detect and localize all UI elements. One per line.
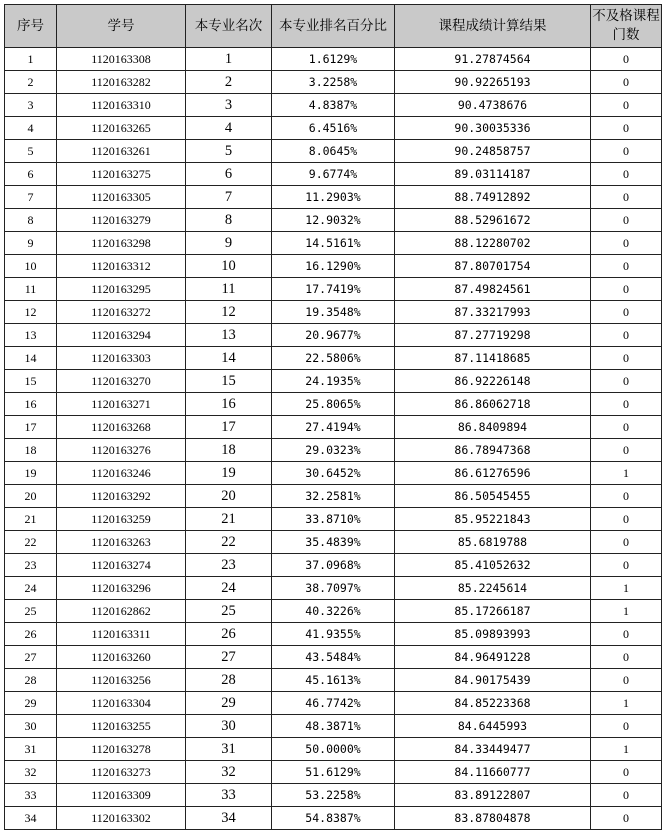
table-row bbox=[5, 140, 662, 163]
cell-rank-percent: 20.9677% bbox=[272, 324, 395, 347]
cell-failed-count: 1 bbox=[591, 577, 662, 600]
cell-failed-count: 0 bbox=[591, 140, 662, 163]
cell-failed-count: 0 bbox=[591, 669, 662, 692]
cell-seq: 32 bbox=[5, 761, 57, 784]
cell-seq: 7 bbox=[5, 186, 57, 209]
table-row bbox=[5, 600, 662, 623]
cell-failed-count: 0 bbox=[591, 531, 662, 554]
header-course-score: 课程成绩计算结果 bbox=[395, 5, 591, 48]
cell-failed-count: 1 bbox=[591, 738, 662, 761]
table-row bbox=[5, 715, 662, 738]
cell-failed-count: 0 bbox=[591, 324, 662, 347]
cell-student-id: 1120163246 bbox=[57, 462, 186, 485]
table-row bbox=[5, 255, 662, 278]
cell-major-rank: 26 bbox=[186, 623, 272, 646]
cell-student-id: 1120163268 bbox=[57, 416, 186, 439]
cell-course-score: 86.50545455 bbox=[395, 485, 591, 508]
cell-major-rank: 29 bbox=[186, 692, 272, 715]
cell-failed-count: 1 bbox=[591, 600, 662, 623]
cell-rank-percent: 53.2258% bbox=[272, 784, 395, 807]
cell-seq: 18 bbox=[5, 439, 57, 462]
cell-failed-count: 0 bbox=[591, 347, 662, 370]
ranking-table bbox=[4, 4, 662, 830]
cell-student-id: 1120163305 bbox=[57, 186, 186, 209]
cell-course-score: 90.30035336 bbox=[395, 117, 591, 140]
cell-student-id: 1120163275 bbox=[57, 163, 186, 186]
cell-rank-percent: 16.1290% bbox=[272, 255, 395, 278]
cell-rank-percent: 27.4194% bbox=[272, 416, 395, 439]
cell-seq: 17 bbox=[5, 416, 57, 439]
header-seq: 序号 bbox=[5, 5, 57, 48]
cell-failed-count: 0 bbox=[591, 117, 662, 140]
cell-major-rank: 10 bbox=[186, 255, 272, 278]
cell-course-score: 86.86062718 bbox=[395, 393, 591, 416]
cell-major-rank: 5 bbox=[186, 140, 272, 163]
cell-rank-percent: 1.6129% bbox=[272, 48, 395, 71]
cell-failed-count: 0 bbox=[591, 761, 662, 784]
table-row bbox=[5, 278, 662, 301]
cell-rank-percent: 6.4516% bbox=[272, 117, 395, 140]
cell-course-score: 86.8409894 bbox=[395, 416, 591, 439]
table-row bbox=[5, 439, 662, 462]
cell-student-id: 1120163294 bbox=[57, 324, 186, 347]
table-body bbox=[5, 48, 662, 830]
cell-major-rank: 16 bbox=[186, 393, 272, 416]
cell-seq: 27 bbox=[5, 646, 57, 669]
cell-course-score: 84.33449477 bbox=[395, 738, 591, 761]
table-row bbox=[5, 485, 662, 508]
cell-seq: 26 bbox=[5, 623, 57, 646]
cell-course-score: 87.27719298 bbox=[395, 324, 591, 347]
cell-failed-count: 0 bbox=[591, 508, 662, 531]
cell-seq: 30 bbox=[5, 715, 57, 738]
cell-student-id: 1120163298 bbox=[57, 232, 186, 255]
cell-failed-count: 0 bbox=[591, 301, 662, 324]
cell-failed-count: 0 bbox=[591, 784, 662, 807]
cell-student-id: 1120163292 bbox=[57, 485, 186, 508]
header-failed-count: 不及格课程门数 bbox=[591, 5, 662, 48]
cell-student-id: 1120163303 bbox=[57, 347, 186, 370]
cell-student-id: 1120163265 bbox=[57, 117, 186, 140]
cell-major-rank: 8 bbox=[186, 209, 272, 232]
cell-failed-count: 0 bbox=[591, 439, 662, 462]
cell-course-score: 86.92226148 bbox=[395, 370, 591, 393]
cell-rank-percent: 41.9355% bbox=[272, 623, 395, 646]
table-row bbox=[5, 324, 662, 347]
cell-rank-percent: 30.6452% bbox=[272, 462, 395, 485]
cell-student-id: 1120163261 bbox=[57, 140, 186, 163]
header-student-id: 学号 bbox=[57, 5, 186, 48]
cell-failed-count: 0 bbox=[591, 623, 662, 646]
cell-course-score: 88.74912892 bbox=[395, 186, 591, 209]
cell-seq: 6 bbox=[5, 163, 57, 186]
cell-seq: 20 bbox=[5, 485, 57, 508]
cell-rank-percent: 22.5806% bbox=[272, 347, 395, 370]
cell-rank-percent: 45.1613% bbox=[272, 669, 395, 692]
cell-seq: 10 bbox=[5, 255, 57, 278]
cell-student-id: 1120163259 bbox=[57, 508, 186, 531]
cell-course-score: 87.80701754 bbox=[395, 255, 591, 278]
table-row bbox=[5, 531, 662, 554]
cell-failed-count: 0 bbox=[591, 48, 662, 71]
cell-rank-percent: 9.6774% bbox=[272, 163, 395, 186]
cell-major-rank: 19 bbox=[186, 462, 272, 485]
header-row bbox=[5, 5, 662, 48]
cell-rank-percent: 19.3548% bbox=[272, 301, 395, 324]
cell-course-score: 85.09893993 bbox=[395, 623, 591, 646]
cell-seq: 29 bbox=[5, 692, 57, 715]
table-row bbox=[5, 646, 662, 669]
cell-failed-count: 0 bbox=[591, 393, 662, 416]
cell-student-id: 1120163296 bbox=[57, 577, 186, 600]
table-row bbox=[5, 416, 662, 439]
cell-failed-count: 0 bbox=[591, 554, 662, 577]
cell-rank-percent: 8.0645% bbox=[272, 140, 395, 163]
table-row bbox=[5, 370, 662, 393]
cell-major-rank: 30 bbox=[186, 715, 272, 738]
cell-course-score: 85.2245614 bbox=[395, 577, 591, 600]
cell-course-score: 85.6819788 bbox=[395, 531, 591, 554]
cell-seq: 22 bbox=[5, 531, 57, 554]
cell-rank-percent: 48.3871% bbox=[272, 715, 395, 738]
cell-seq: 23 bbox=[5, 554, 57, 577]
cell-student-id: 1120163276 bbox=[57, 439, 186, 462]
table-row bbox=[5, 301, 662, 324]
table-row bbox=[5, 807, 662, 830]
table-row bbox=[5, 232, 662, 255]
cell-course-score: 83.89122807 bbox=[395, 784, 591, 807]
cell-student-id: 1120163310 bbox=[57, 94, 186, 117]
cell-seq: 1 bbox=[5, 48, 57, 71]
cell-student-id: 1120163282 bbox=[57, 71, 186, 94]
cell-failed-count: 0 bbox=[591, 255, 662, 278]
table-row bbox=[5, 508, 662, 531]
cell-course-score: 87.11418685 bbox=[395, 347, 591, 370]
table-row bbox=[5, 577, 662, 600]
table-row bbox=[5, 761, 662, 784]
cell-major-rank: 33 bbox=[186, 784, 272, 807]
table-row bbox=[5, 117, 662, 140]
cell-rank-percent: 3.2258% bbox=[272, 71, 395, 94]
cell-major-rank: 24 bbox=[186, 577, 272, 600]
cell-failed-count: 0 bbox=[591, 71, 662, 94]
cell-rank-percent: 54.8387% bbox=[272, 807, 395, 830]
cell-student-id: 1120163272 bbox=[57, 301, 186, 324]
cell-student-id: 1120162862 bbox=[57, 600, 186, 623]
cell-course-score: 89.03114187 bbox=[395, 163, 591, 186]
cell-failed-count: 0 bbox=[591, 232, 662, 255]
table-row bbox=[5, 163, 662, 186]
cell-failed-count: 0 bbox=[591, 646, 662, 669]
cell-major-rank: 18 bbox=[186, 439, 272, 462]
cell-major-rank: 2 bbox=[186, 71, 272, 94]
table-row bbox=[5, 94, 662, 117]
cell-course-score: 87.49824561 bbox=[395, 278, 591, 301]
cell-major-rank: 32 bbox=[186, 761, 272, 784]
cell-seq: 25 bbox=[5, 600, 57, 623]
cell-course-score: 86.78947368 bbox=[395, 439, 591, 462]
table-row bbox=[5, 554, 662, 577]
cell-seq: 24 bbox=[5, 577, 57, 600]
cell-seq: 2 bbox=[5, 71, 57, 94]
cell-seq: 8 bbox=[5, 209, 57, 232]
cell-student-id: 1120163304 bbox=[57, 692, 186, 715]
cell-major-rank: 15 bbox=[186, 370, 272, 393]
cell-student-id: 1120163273 bbox=[57, 761, 186, 784]
cell-student-id: 1120163278 bbox=[57, 738, 186, 761]
cell-course-score: 85.17266187 bbox=[395, 600, 591, 623]
cell-course-score: 90.92265193 bbox=[395, 71, 591, 94]
cell-rank-percent: 50.0000% bbox=[272, 738, 395, 761]
cell-failed-count: 0 bbox=[591, 278, 662, 301]
cell-course-score: 85.95221843 bbox=[395, 508, 591, 531]
cell-rank-percent: 37.0968% bbox=[272, 554, 395, 577]
cell-failed-count: 0 bbox=[591, 715, 662, 738]
cell-student-id: 1120163271 bbox=[57, 393, 186, 416]
cell-course-score: 88.52961672 bbox=[395, 209, 591, 232]
cell-major-rank: 20 bbox=[186, 485, 272, 508]
cell-major-rank: 3 bbox=[186, 94, 272, 117]
cell-student-id: 1120163309 bbox=[57, 784, 186, 807]
table-row bbox=[5, 71, 662, 94]
cell-major-rank: 28 bbox=[186, 669, 272, 692]
cell-major-rank: 23 bbox=[186, 554, 272, 577]
cell-failed-count: 1 bbox=[591, 692, 662, 715]
cell-course-score: 90.4738676 bbox=[395, 94, 591, 117]
cell-major-rank: 31 bbox=[186, 738, 272, 761]
cell-major-rank: 25 bbox=[186, 600, 272, 623]
cell-rank-percent: 14.5161% bbox=[272, 232, 395, 255]
cell-rank-percent: 33.8710% bbox=[272, 508, 395, 531]
cell-seq: 14 bbox=[5, 347, 57, 370]
cell-rank-percent: 38.7097% bbox=[272, 577, 395, 600]
cell-major-rank: 6 bbox=[186, 163, 272, 186]
cell-major-rank: 1 bbox=[186, 48, 272, 71]
cell-major-rank: 34 bbox=[186, 807, 272, 830]
cell-course-score: 87.33217993 bbox=[395, 301, 591, 324]
cell-course-score: 91.27874564 bbox=[395, 48, 591, 71]
cell-course-score: 83.87804878 bbox=[395, 807, 591, 830]
cell-seq: 31 bbox=[5, 738, 57, 761]
cell-seq: 11 bbox=[5, 278, 57, 301]
table-row bbox=[5, 623, 662, 646]
cell-rank-percent: 51.6129% bbox=[272, 761, 395, 784]
cell-student-id: 1120163274 bbox=[57, 554, 186, 577]
table-row bbox=[5, 48, 662, 71]
cell-failed-count: 1 bbox=[591, 462, 662, 485]
cell-major-rank: 11 bbox=[186, 278, 272, 301]
cell-student-id: 1120163279 bbox=[57, 209, 186, 232]
cell-student-id: 1120163295 bbox=[57, 278, 186, 301]
cell-rank-percent: 46.7742% bbox=[272, 692, 395, 715]
cell-failed-count: 0 bbox=[591, 209, 662, 232]
cell-rank-percent: 43.5484% bbox=[272, 646, 395, 669]
cell-major-rank: 14 bbox=[186, 347, 272, 370]
cell-rank-percent: 24.1935% bbox=[272, 370, 395, 393]
cell-failed-count: 0 bbox=[591, 807, 662, 830]
cell-seq: 5 bbox=[5, 140, 57, 163]
cell-course-score: 84.85223368 bbox=[395, 692, 591, 715]
cell-rank-percent: 32.2581% bbox=[272, 485, 395, 508]
table-row bbox=[5, 186, 662, 209]
table-header bbox=[5, 5, 662, 48]
cell-rank-percent: 12.9032% bbox=[272, 209, 395, 232]
cell-student-id: 1120163260 bbox=[57, 646, 186, 669]
cell-seq: 12 bbox=[5, 301, 57, 324]
cell-failed-count: 0 bbox=[591, 163, 662, 186]
cell-major-rank: 27 bbox=[186, 646, 272, 669]
cell-rank-percent: 35.4839% bbox=[272, 531, 395, 554]
cell-seq: 15 bbox=[5, 370, 57, 393]
cell-student-id: 1120163263 bbox=[57, 531, 186, 554]
cell-rank-percent: 11.2903% bbox=[272, 186, 395, 209]
cell-student-id: 1120163312 bbox=[57, 255, 186, 278]
cell-rank-percent: 4.8387% bbox=[272, 94, 395, 117]
cell-student-id: 1120163255 bbox=[57, 715, 186, 738]
cell-seq: 9 bbox=[5, 232, 57, 255]
header-rank-percent: 本专业排名百分比 bbox=[272, 5, 395, 48]
cell-seq: 34 bbox=[5, 807, 57, 830]
cell-course-score: 86.61276596 bbox=[395, 462, 591, 485]
cell-rank-percent: 17.7419% bbox=[272, 278, 395, 301]
cell-major-rank: 21 bbox=[186, 508, 272, 531]
cell-student-id: 1120163311 bbox=[57, 623, 186, 646]
cell-failed-count: 0 bbox=[591, 416, 662, 439]
header-major-rank: 本专业名次 bbox=[186, 5, 272, 48]
cell-major-rank: 13 bbox=[186, 324, 272, 347]
cell-failed-count: 0 bbox=[591, 186, 662, 209]
cell-major-rank: 17 bbox=[186, 416, 272, 439]
cell-major-rank: 12 bbox=[186, 301, 272, 324]
cell-course-score: 84.96491228 bbox=[395, 646, 591, 669]
cell-seq: 28 bbox=[5, 669, 57, 692]
cell-course-score: 84.6445993 bbox=[395, 715, 591, 738]
table-row bbox=[5, 462, 662, 485]
cell-failed-count: 0 bbox=[591, 485, 662, 508]
cell-rank-percent: 25.8065% bbox=[272, 393, 395, 416]
cell-major-rank: 9 bbox=[186, 232, 272, 255]
cell-seq: 13 bbox=[5, 324, 57, 347]
cell-seq: 33 bbox=[5, 784, 57, 807]
cell-student-id: 1120163270 bbox=[57, 370, 186, 393]
cell-course-score: 84.11660777 bbox=[395, 761, 591, 784]
cell-rank-percent: 40.3226% bbox=[272, 600, 395, 623]
cell-seq: 21 bbox=[5, 508, 57, 531]
cell-failed-count: 0 bbox=[591, 94, 662, 117]
table-row bbox=[5, 393, 662, 416]
table-row bbox=[5, 669, 662, 692]
cell-course-score: 84.90175439 bbox=[395, 669, 591, 692]
cell-seq: 19 bbox=[5, 462, 57, 485]
table-row bbox=[5, 784, 662, 807]
cell-course-score: 85.41052632 bbox=[395, 554, 591, 577]
cell-student-id: 1120163302 bbox=[57, 807, 186, 830]
table-row bbox=[5, 347, 662, 370]
cell-failed-count: 0 bbox=[591, 370, 662, 393]
cell-rank-percent: 29.0323% bbox=[272, 439, 395, 462]
cell-seq: 16 bbox=[5, 393, 57, 416]
cell-course-score: 90.24858757 bbox=[395, 140, 591, 163]
cell-major-rank: 22 bbox=[186, 531, 272, 554]
cell-major-rank: 4 bbox=[186, 117, 272, 140]
cell-major-rank: 7 bbox=[186, 186, 272, 209]
cell-student-id: 1120163308 bbox=[57, 48, 186, 71]
table-row bbox=[5, 692, 662, 715]
cell-seq: 3 bbox=[5, 94, 57, 117]
table-row bbox=[5, 209, 662, 232]
cell-student-id: 1120163256 bbox=[57, 669, 186, 692]
cell-seq: 4 bbox=[5, 117, 57, 140]
cell-course-score: 88.12280702 bbox=[395, 232, 591, 255]
table-row bbox=[5, 738, 662, 761]
